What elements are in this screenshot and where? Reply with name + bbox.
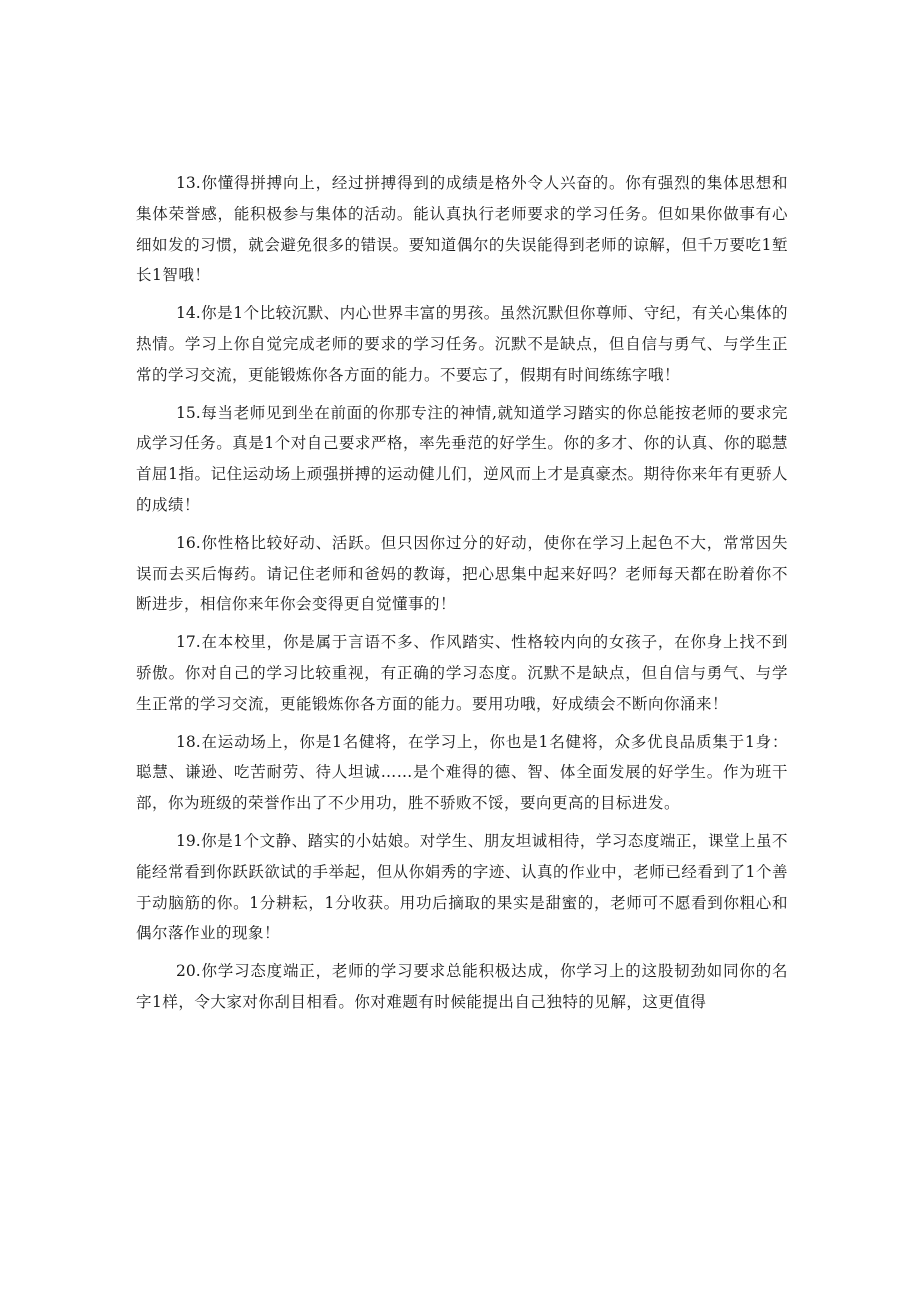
paragraph-text: .你懂得拼搏向上，经过拼搏得到的成绩是格外令人兴奋的。你有强烈的集体思想和集体荣誉感，能积极参与集体的活动。能认真执行老师要求的学习任务。但如果你做事有心细如发的习惯，就会避免很多的错误。要知道偶尔的失误能得到老师的谅解，但千万要吃1堑长1智哦！ <box>136 174 788 285</box>
paragraph-14 <box>136 298 788 390</box>
paragraph-17 <box>136 627 788 719</box>
paragraph-number: 17 <box>176 633 196 652</box>
paragraph-number: 19 <box>176 831 196 850</box>
paragraph-18 <box>136 727 788 819</box>
paragraph-number: 14 <box>176 304 196 323</box>
paragraph-number: 15 <box>176 403 196 422</box>
paragraph-number: 13 <box>176 174 196 192</box>
paragraph-text: .你是1个比较沉默、内心世界丰富的男孩。虽然沉默但你尊师、守纪，有关心集体的热情。学习上你自觉完成老师的要求的学习任务。沉默不是缺点，但自信与勇气、与学生正常的学习交流，更能锻炼你各方面的能力。不要忘了，假期有时间练练字哦！ <box>136 304 788 384</box>
paragraph-number: 18 <box>176 732 196 751</box>
paragraph-16 <box>136 528 788 620</box>
paragraph-20 <box>136 956 788 1018</box>
paragraph-19 <box>136 826 788 949</box>
paragraph-number: 20 <box>176 962 196 981</box>
paragraph-text: .在运动场上，你是1名健将，在学习上，你也是1名健将，众多优良品质集于1身：聪慧、谦逊、吃苦耐劳、待人坦诚……是个难得的德、智、体全面发展的好学生。作为班干部，你为班级的荣誉作出了不少用功，胜不骄败不馁，要向更高的目标进发。 <box>136 732 788 813</box>
paragraph-text: .在本校里，你是属于言语不多、作风踏实、性格较内向的女孩子，在你身上找不到骄傲。你对自己的学习比较重视，有正确的学习态度。沉默不是缺点，但自信与勇气、与学生正常的学习交流，更能锻炼你各方面的能力。要用功哦，好成绩会不断向你涌来！ <box>136 633 788 713</box>
paragraph-text: .你性格比较好动、活跃。但只因你过分的好动，使你在学习上起色不大，常常因失误而去买后悔药。请记住老师和爸妈的教诲，把心思集中起来好吗？老师每天都在盼着你不断进步，相信你来年你会变得更自觉懂事的！ <box>136 533 788 614</box>
paragraph-number: 16 <box>176 533 196 552</box>
document-body <box>136 168 788 1025</box>
paragraph-text: .你是1个文静、踏实的小姑娘。对学生、朋友坦诚相待，学习态度端正，课堂上虽不能经常看到你跃跃欲试的手举起，但从你娟秀的字迹、认真的作业中，老师已经看到了1个善于动脑筋的你。1分耕耘，1分收获。用功后摘取的果实是甜蜜的，老师可不愿看到你粗心和偶尔落作业的现象！ <box>136 831 788 943</box>
paragraph-text: .每当老师见到坐在前面的你那专注的神情,就知道学习踏实的你总能按老师的要求完成学习任务。真是1个对自己要求严格，率先垂范的好学生。你的多才、你的认真、你的聪慧首屈1指。记住运动场上顽强拼搏的运动健儿们，逆风而上才是真豪杰。期待你来年有更骄人的成绩！ <box>136 403 788 514</box>
paragraph-text: .你学习态度端正，老师的学习要求总能积极达成，你学习上的这股韧劲如同你的名字1样，令大家对你刮目相看。你对难题有时候能提出自己独特的见解，这更值得 <box>136 962 788 1011</box>
paragraph-13 <box>136 168 788 291</box>
paragraph-15 <box>136 398 788 521</box>
